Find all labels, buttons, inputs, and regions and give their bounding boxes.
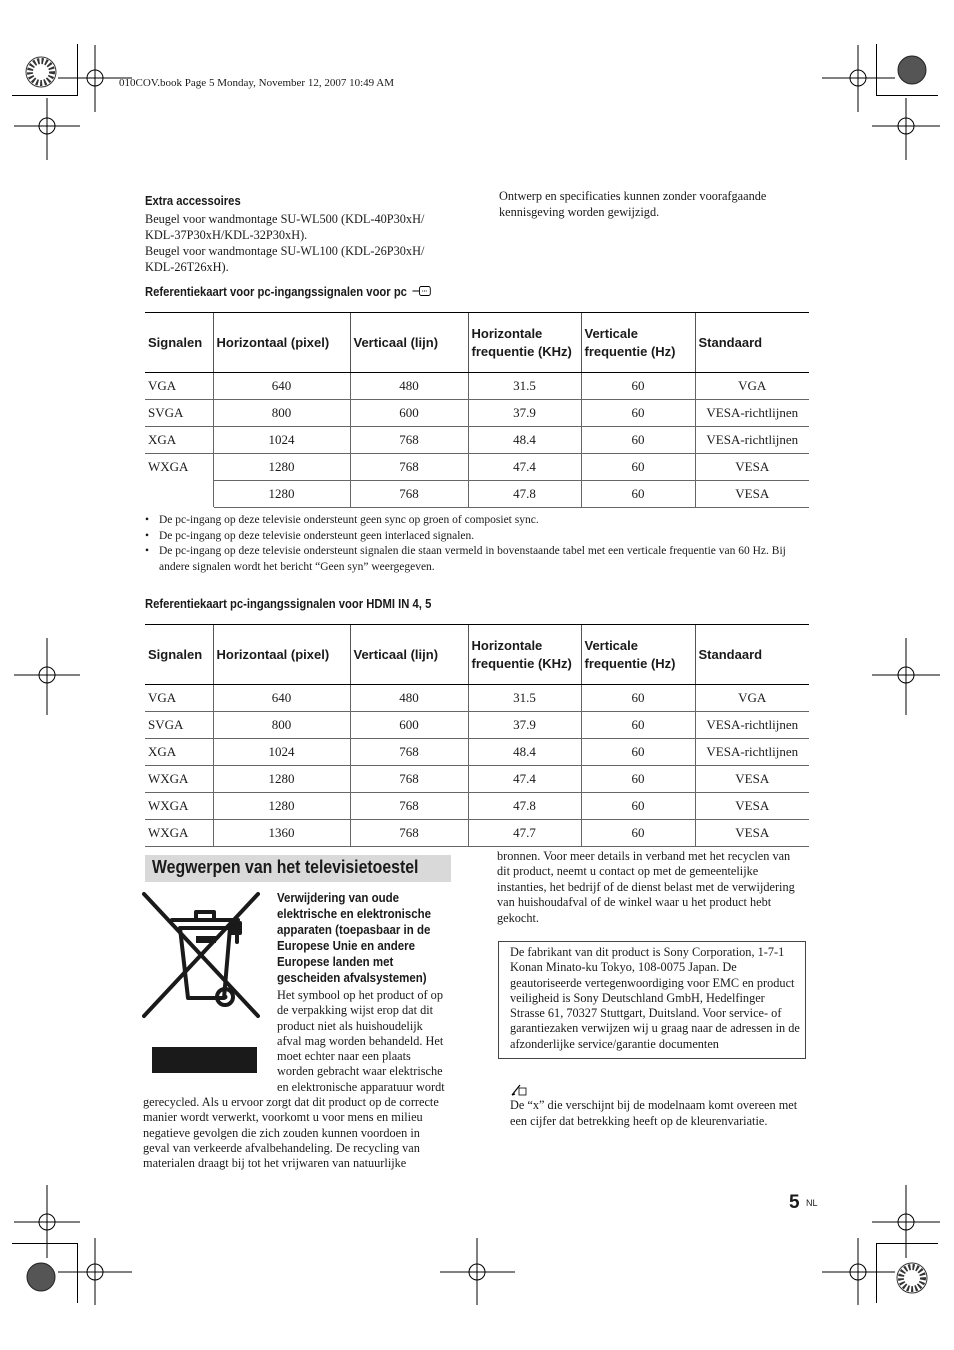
text-line: elektrische en elektronische	[277, 907, 432, 921]
text-line: Europese Unie en andere	[277, 939, 416, 953]
table-cell: 768	[350, 820, 468, 847]
header-cell: Verticale frequentie (Hz)	[581, 625, 695, 685]
text-line: Europese landen met	[277, 955, 394, 969]
table-cell: 48.4	[468, 427, 581, 454]
table-cell: XGA	[145, 739, 213, 766]
table-cell: 60	[581, 793, 695, 820]
text-line: en elektronische apparatuur wordt	[277, 1079, 445, 1094]
text-line: apparaten (toepasbaar in de	[277, 923, 431, 937]
table-cell: 60	[581, 373, 695, 400]
table-header-row	[145, 625, 809, 685]
extra-accessories-heading: Extra accessoires	[145, 194, 241, 208]
text-line: afval mag worden behandeld. Het	[277, 1033, 444, 1048]
header-cell: Verticaal (lijn)	[350, 625, 468, 685]
text-line: Strasse 61, 70327 Stuttgart, Duitsland. Voor service- of	[510, 1006, 782, 1021]
text-line: Beugel voor wandmontage SU-WL500 (KDL-40P30xH/	[145, 212, 425, 226]
table-cell: 48.4	[468, 739, 581, 766]
text-line: gescheiden afvalsystemen)	[277, 971, 427, 985]
text-line: instanties, het bedrijf of de dienst belast met de verwijdering	[497, 879, 795, 894]
text-line: product niet als huishoudelijk	[277, 1018, 423, 1033]
table-cell: SVGA	[145, 712, 213, 739]
text-line: De fabrikant van dit product is Sony Corporation, 1-7-1	[510, 945, 785, 959]
table-cell: 47.7	[468, 820, 581, 847]
spec-change-note	[499, 188, 766, 220]
text-line: Het symbool op het product of op	[277, 988, 443, 1002]
table-cell: 47.8	[468, 481, 581, 508]
text-line: gekocht.	[497, 910, 540, 925]
header-cell: Horizontaal (pixel)	[213, 313, 350, 373]
text-line: de verpakking wijst erop dat dit	[277, 1003, 434, 1018]
table-cell: VESA-richtlijnen	[695, 400, 809, 427]
pc-table-title-text: Referentiekaart voor pc-ingangssignalen voor pc	[145, 285, 407, 299]
text-line: Beugel voor wandmontage SU-WL100 (KDL-26P30xH/	[145, 244, 425, 258]
table-row	[145, 373, 809, 400]
table-cell: 60	[581, 685, 695, 712]
pc-input-icon	[412, 285, 432, 297]
table-cell: 768	[350, 766, 468, 793]
table-cell: 768	[350, 793, 468, 820]
table-cell: 37.9	[468, 400, 581, 427]
table-cell: 47.4	[468, 454, 581, 481]
table-row	[145, 454, 809, 481]
table-row	[145, 739, 809, 766]
text-line: Konan Minato-ku Tokyo, 108-0075 Japan. De	[510, 960, 737, 975]
table-cell: VESA	[695, 454, 809, 481]
table-cell: 1280	[213, 481, 350, 508]
table-cell: 600	[350, 400, 468, 427]
text-line: afzonderlijke service/garantie documenten	[510, 1036, 719, 1051]
table-cell: 800	[213, 400, 350, 427]
text-line: manier wordt verwerkt, voorkomt u voor mens en milieu	[143, 1110, 423, 1125]
table-cell: 60	[581, 739, 695, 766]
table-cell: VGA	[695, 685, 809, 712]
table-cell: 1280	[213, 793, 350, 820]
table-cell: WXGA	[148, 459, 189, 475]
text-line: materialen draagt bij tot het vrijwaren van natuurlijke	[143, 1156, 407, 1171]
text-line: een cijfer dat betrekking heeft op de kleurenvariatie.	[510, 1113, 768, 1128]
text-line: moet echter naar een plaats	[277, 1049, 411, 1064]
table-cell: 60	[581, 766, 695, 793]
text-line: worden gebracht waar elektrische	[277, 1064, 443, 1079]
table-cell: 60	[581, 712, 695, 739]
text-line: KDL-37P30xH/KDL-32P30xH).	[145, 228, 308, 242]
table-cell: 47.8	[468, 793, 581, 820]
table-cell: 640	[213, 685, 350, 712]
text-line: veiligheid is Sony Deutschland GmbH, Hedelfinger	[510, 990, 765, 1005]
text-line: garantiezaken verwijzen wij u graag naar de adressen in de	[510, 1021, 800, 1036]
table-cell	[145, 481, 213, 508]
weee-heading	[277, 890, 438, 986]
hdmi-table-title: Referentiekaart pc-ingangssignalen voor HDMI IN 4, 5	[145, 597, 432, 611]
list-item: • De pc-ingang op deze televisie ondersteunt geen interlaced signalen.	[145, 529, 815, 545]
header-cell: Standaard	[695, 313, 809, 373]
pc-signal-table	[145, 312, 809, 508]
crossed-out-wheelie-bin-icon	[142, 890, 260, 1076]
text-line: negatieve gevolgen die zich zouden kunnen voordoen in	[143, 1125, 420, 1140]
page-language: NL	[806, 1198, 818, 1208]
table-row	[145, 712, 809, 739]
table-cell: 480	[350, 685, 468, 712]
text-line: geval van verkeerde afvalbehandeling. De recycling van	[143, 1140, 420, 1155]
table-cell: WXGA	[145, 793, 213, 820]
table-cell: 1024	[213, 739, 350, 766]
list-item: • De pc-ingang op deze televisie ondersteunt signalen die staan vermeld in bovenstaande tabel met een verticale frequentie van 60 Hz. Bij andere signalen wordt het bericht “Geen syn” weergegeven.	[145, 544, 815, 575]
print-stamp: 010COV.book Page 5 Monday, November 12, 2007 10:49 AM	[119, 77, 394, 89]
table-cell: WXGA	[145, 766, 213, 793]
header-cell: Horizontale frequentie (KHz)	[468, 625, 581, 685]
table-row	[145, 793, 809, 820]
table-cell: VESA	[695, 793, 809, 820]
table-cell: 768	[350, 454, 468, 481]
weee-body-side	[277, 988, 445, 1095]
text-line: bronnen. Voor meer details in verband met het recyclen van	[497, 849, 791, 863]
table-header-row	[145, 313, 809, 373]
table-cell: VESA-richtlijnen	[695, 739, 809, 766]
weee-body-continued	[497, 849, 795, 926]
table-cell: 37.9	[468, 712, 581, 739]
header-cell: Signalen	[145, 313, 213, 373]
table-row	[145, 685, 809, 712]
weee-body-full	[143, 1095, 439, 1171]
table-row	[145, 820, 809, 847]
table-cell: VESA-richtlijnen	[695, 427, 809, 454]
header-cell: Signalen	[145, 625, 213, 685]
table-cell: SVGA	[145, 400, 213, 427]
extra-accessories-text	[145, 211, 424, 275]
page-number: 5	[789, 1192, 800, 1213]
header-cell: Horizontale frequentie (KHz)	[468, 313, 581, 373]
table-cell: 600	[350, 712, 468, 739]
header-cell: Standaard	[695, 625, 809, 685]
header-cell: Verticaal (lijn)	[350, 313, 468, 373]
text-line: geautoriseerde vertegenwoordiging voor EMC en product	[510, 975, 795, 990]
table-cell: XGA	[145, 427, 213, 454]
header-cell: Horizontaal (pixel)	[213, 625, 350, 685]
table-row	[145, 481, 809, 508]
pc-input-notes	[145, 513, 815, 575]
table-cell: VESA	[695, 820, 809, 847]
table-cell: 1024	[213, 427, 350, 454]
table-cell: 47.4	[468, 766, 581, 793]
text-line: kennisgeving worden gewijzigd.	[499, 205, 660, 219]
table-cell: 31.5	[468, 685, 581, 712]
note-pencil-icon	[510, 1083, 528, 1097]
table-cell: VESA	[695, 766, 809, 793]
table-row	[145, 400, 809, 427]
header-cell: Verticale frequentie (Hz)	[581, 313, 695, 373]
table-cell: 768	[350, 739, 468, 766]
table-cell: 768	[350, 427, 468, 454]
table-cell: WXGA	[145, 820, 213, 847]
table-row	[145, 427, 809, 454]
table-cell: 60	[581, 454, 695, 481]
table-cell: 60	[581, 427, 695, 454]
table-cell: 1280	[213, 766, 350, 793]
text-line: van huishoudafval of de winkel waar u het product hebt	[497, 895, 772, 910]
table-row	[145, 766, 809, 793]
table-cell: 60	[581, 820, 695, 847]
table-cell: VGA	[145, 685, 213, 712]
table-cell: VESA	[695, 481, 809, 508]
table-cell: 768	[350, 481, 468, 508]
table-cell: VESA-richtlijnen	[695, 712, 809, 739]
model-x-note	[510, 1098, 797, 1129]
table-cell: VGA	[145, 373, 213, 400]
text-line: dit product, neemt u contact op met de gemeentelijke	[497, 864, 759, 879]
hdmi-signal-table	[145, 624, 809, 847]
section-title: Wegwerpen van het televisietoestel	[152, 857, 419, 877]
text-line: Verwijdering van oude	[277, 891, 400, 905]
table-cell: 31.5	[468, 373, 581, 400]
table-cell: 640	[213, 373, 350, 400]
table-cell: 480	[350, 373, 468, 400]
text-line: Ontwerp en specificaties kunnen zonder voorafgaande	[499, 189, 767, 203]
manufacturer-info-text	[510, 945, 800, 1052]
table-cell: 60	[581, 400, 695, 427]
table-cell: 1280	[213, 454, 350, 481]
text-line: De “x” die verschijnt bij de modelnaam komt overeen met	[510, 1098, 798, 1112]
table-cell: 800	[213, 712, 350, 739]
list-item: • De pc-ingang op deze televisie ondersteunt geen sync op groen of composiet sync.	[145, 513, 815, 529]
text-line: KDL-26T26xH).	[145, 260, 229, 274]
table-cell: VGA	[695, 373, 809, 400]
table-cell: 1360	[213, 820, 350, 847]
pc-table-title	[145, 285, 432, 299]
table-cell: 60	[581, 481, 695, 508]
text-line: gerecycled. Als u ervoor zorgt dat dit product op de correcte	[143, 1095, 439, 1109]
